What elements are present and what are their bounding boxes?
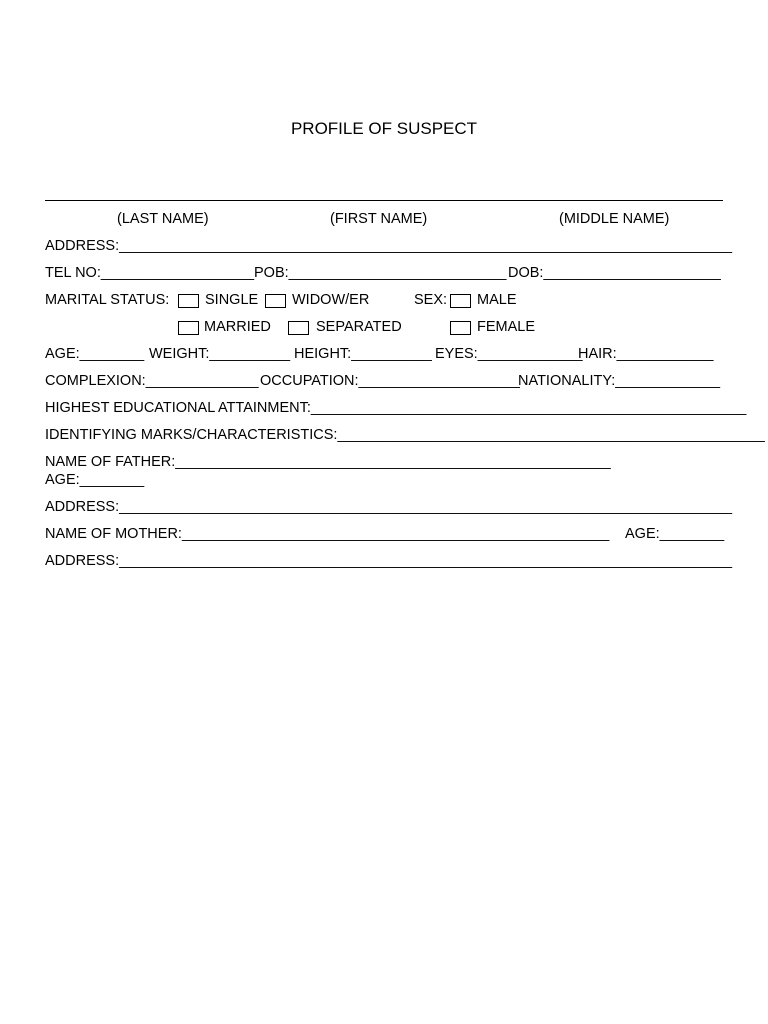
weight-field[interactable]: WEIGHT:__________ xyxy=(149,346,291,362)
male-label: MALE xyxy=(477,292,517,308)
father-name-field[interactable]: NAME OF FATHER:______________________________________________________ xyxy=(45,454,611,470)
marital-status-label: MARITAL STATUS: xyxy=(45,292,170,308)
height-field[interactable]: HEIGHT:__________ xyxy=(294,346,432,362)
nationality-field[interactable]: NATIONALITY:_____________ xyxy=(518,373,721,389)
separated-label: SEPARATED xyxy=(316,319,402,335)
female-checkbox[interactable] xyxy=(450,321,471,335)
name-signature-line xyxy=(45,200,723,201)
address-field[interactable]: ADDRESS:____________________________________________________________________________ xyxy=(45,238,733,254)
married-checkbox[interactable] xyxy=(178,321,199,335)
mother-name-field[interactable]: NAME OF MOTHER:_____________________________________________________ xyxy=(45,526,610,542)
single-checkbox[interactable] xyxy=(178,294,199,308)
separated-checkbox[interactable] xyxy=(288,321,309,335)
father-address-field[interactable]: ADDRESS:____________________________________________________________________________ xyxy=(45,499,733,515)
father-age-field[interactable]: AGE:________ xyxy=(45,472,145,488)
single-label: SINGLE xyxy=(205,292,259,308)
mother-age-field[interactable]: AGE:________ xyxy=(625,526,725,542)
eyes-field[interactable]: EYES:_____________ xyxy=(435,346,583,362)
occupation-field[interactable]: OCCUPATION:____________________ xyxy=(260,373,520,389)
identifying-marks-field[interactable]: IDENTIFYING MARKS/CHARACTERISTICS:_____________________________________________________ xyxy=(45,427,765,443)
mother-address-field[interactable]: ADDRESS:____________________________________________________________________________ xyxy=(45,553,733,569)
dob-field[interactable]: DOB:______________________ xyxy=(508,265,721,281)
education-field[interactable]: HIGHEST EDUCATIONAL ATTAINMENT:______________________________________________________ xyxy=(45,400,747,416)
pob-field[interactable]: POB:___________________________ xyxy=(254,265,507,281)
first-name-label: (FIRST NAME) xyxy=(330,211,428,227)
married-label: MARRIED xyxy=(204,319,271,335)
tel-no-field[interactable]: TEL NO:___________________ xyxy=(45,265,255,281)
female-label: FEMALE xyxy=(477,319,536,335)
last-name-label: (LAST NAME) xyxy=(117,211,209,227)
widow-label: WIDOW/ER xyxy=(292,292,370,308)
complexion-field[interactable]: COMPLEXION:______________ xyxy=(45,373,259,389)
age-field[interactable]: AGE:________ xyxy=(45,346,145,362)
sex-label: SEX: xyxy=(414,292,448,308)
hair-field[interactable]: HAIR:____________ xyxy=(578,346,714,362)
male-checkbox[interactable] xyxy=(450,294,471,308)
widow-checkbox[interactable] xyxy=(265,294,286,308)
page-title: PROFILE OF SUSPECT xyxy=(290,119,478,138)
middle-name-label: (MIDDLE NAME) xyxy=(559,211,670,227)
